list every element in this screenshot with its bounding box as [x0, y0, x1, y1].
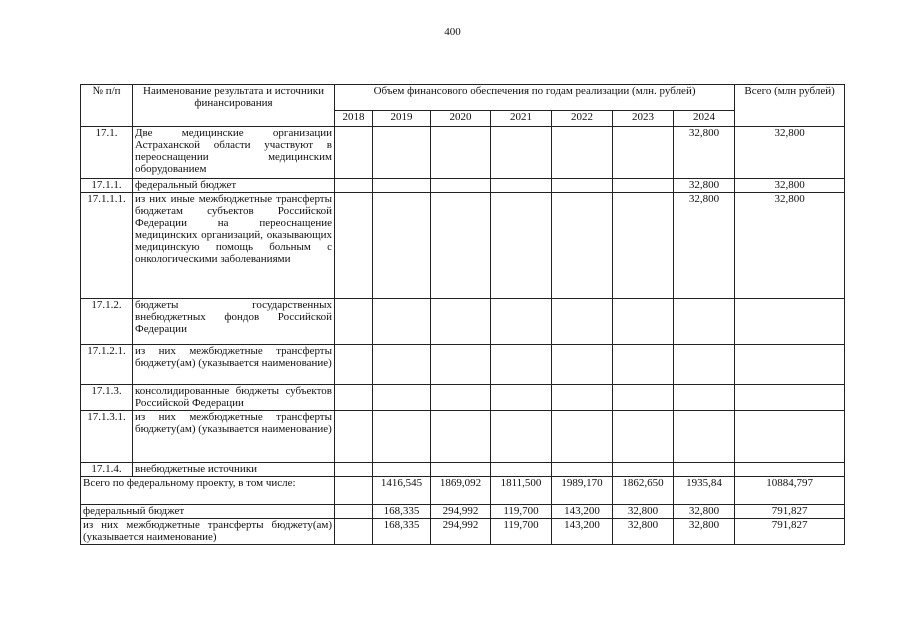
value-2024 [674, 463, 735, 477]
value-2020 [431, 193, 491, 299]
totals-row [81, 519, 845, 545]
value-2024 [674, 411, 735, 463]
row-name: из них межбюджетные трансферты бюджету(ам) (указывается наименование) [133, 345, 335, 385]
totals-total: 791,827 [735, 519, 845, 545]
totals-value-2022: 1989,170 [552, 477, 613, 505]
row-number: 17.1.1.1. [81, 193, 133, 299]
totals-value-2018 [335, 519, 373, 545]
totals-value-2022: 143,200 [552, 505, 613, 519]
totals-value-2019: 1416,545 [373, 477, 431, 505]
value-2019 [373, 179, 431, 193]
value-2021 [491, 179, 552, 193]
totals-value-2020: 1869,092 [431, 477, 491, 505]
value-2023 [613, 411, 674, 463]
value-2019 [373, 345, 431, 385]
value-2022 [552, 411, 613, 463]
table-row [81, 299, 845, 345]
value-2022 [552, 193, 613, 299]
value-2021 [491, 463, 552, 477]
totals-value-2024: 1935,84 [674, 477, 735, 505]
row-number: 17.1.2.1. [81, 345, 133, 385]
row-total [735, 463, 845, 477]
value-2023 [613, 345, 674, 385]
page-number: 400 [444, 26, 461, 38]
value-2018 [335, 385, 373, 411]
header-num: № п/п [81, 85, 133, 127]
value-2024 [674, 385, 735, 411]
value-2018 [335, 411, 373, 463]
value-2019 [373, 193, 431, 299]
totals-row [81, 505, 845, 519]
value-2018 [335, 127, 373, 179]
header-volume: Объем финансового обеспечения по годам реализации (млн. рублей) [335, 85, 735, 111]
value-2020 [431, 411, 491, 463]
table-row [81, 411, 845, 463]
header-year-2024: 2024 [674, 111, 735, 127]
row-total [735, 385, 845, 411]
totals-label: из них межбюджетные трансферты бюджету(ам) (указывается наименование) [81, 519, 335, 545]
value-2019 [373, 385, 431, 411]
header-total: Всего (млн рублей) [735, 85, 845, 127]
header-year-2021: 2021 [491, 111, 552, 127]
header-name: Наименование результата и источники финансирования [133, 85, 335, 127]
value-2020 [431, 127, 491, 179]
value-2020 [431, 345, 491, 385]
totals-value-2020: 294,992 [431, 505, 491, 519]
row-number: 17.1. [81, 127, 133, 179]
value-2020 [431, 463, 491, 477]
table-row [81, 345, 845, 385]
totals-value-2022: 143,200 [552, 519, 613, 545]
value-2020 [431, 299, 491, 345]
row-total [735, 299, 845, 345]
totals-value-2018 [335, 505, 373, 519]
value-2023 [613, 385, 674, 411]
totals-value-2019: 168,335 [373, 505, 431, 519]
header-year-2022: 2022 [552, 111, 613, 127]
totals-value-2023: 1862,650 [613, 477, 674, 505]
totals-label: Всего по федеральному проекту, в том числе: [81, 477, 335, 505]
totals-value-2023: 32,800 [613, 505, 674, 519]
value-2018 [335, 299, 373, 345]
row-name: внебюджетные источники [133, 463, 335, 477]
totals-row [81, 477, 845, 505]
totals-value-2021: 119,700 [491, 519, 552, 545]
value-2019 [373, 127, 431, 179]
row-total: 32,800 [735, 179, 845, 193]
value-2024 [674, 299, 735, 345]
value-2024: 32,800 [674, 179, 735, 193]
row-number: 17.1.2. [81, 299, 133, 345]
header-year-2023: 2023 [613, 111, 674, 127]
value-2019 [373, 411, 431, 463]
value-2023 [613, 179, 674, 193]
totals-total: 791,827 [735, 505, 845, 519]
value-2023 [613, 193, 674, 299]
value-2018 [335, 463, 373, 477]
totals-value-2020: 294,992 [431, 519, 491, 545]
value-2021 [491, 127, 552, 179]
value-2021 [491, 385, 552, 411]
table-row [81, 179, 845, 193]
value-2022 [552, 463, 613, 477]
row-number: 17.1.3. [81, 385, 133, 411]
row-total: 32,800 [735, 193, 845, 299]
table-row [81, 127, 845, 179]
row-name: бюджеты государственных внебюджетных фондов Российской Федерации [133, 299, 335, 345]
header-year-2020: 2020 [431, 111, 491, 127]
row-name: Две медицинские организации Астраханской области участвуют в переоснащении медицинским оборудованием [133, 127, 335, 179]
value-2019 [373, 463, 431, 477]
totals-value-2021: 119,700 [491, 505, 552, 519]
row-name: консолидированные бюджеты субъектов Российской Федерации [133, 385, 335, 411]
row-name: из них иные межбюджетные трансферты бюджетам субъектов Российской Федерации на переоснащение медицинских организаций, оказывающих медицинскую помощь больным с онкологическими заболеваниями [133, 193, 335, 299]
value-2018 [335, 179, 373, 193]
value-2021 [491, 193, 552, 299]
header-year-2018: 2018 [335, 111, 373, 127]
value-2018 [335, 345, 373, 385]
value-2024 [674, 345, 735, 385]
table-row [81, 193, 845, 299]
value-2022 [552, 179, 613, 193]
value-2023 [613, 299, 674, 345]
row-number: 17.1.3.1. [81, 411, 133, 463]
value-2022 [552, 345, 613, 385]
value-2018 [335, 193, 373, 299]
row-total [735, 411, 845, 463]
value-2021 [491, 411, 552, 463]
totals-value-2019: 168,335 [373, 519, 431, 545]
row-number: 17.1.4. [81, 463, 133, 477]
value-2020 [431, 179, 491, 193]
row-name: из них межбюджетные трансферты бюджету(ам) (указывается наименование) [133, 411, 335, 463]
totals-value-2021: 1811,500 [491, 477, 552, 505]
totals-value-2018 [335, 477, 373, 505]
value-2021 [491, 299, 552, 345]
value-2022 [552, 299, 613, 345]
value-2024: 32,800 [674, 193, 735, 299]
budget-table [80, 84, 845, 545]
table-row [81, 385, 845, 411]
value-2024: 32,800 [674, 127, 735, 179]
totals-label: федеральный бюджет [81, 505, 335, 519]
header-year-2019: 2019 [373, 111, 431, 127]
row-total: 32,800 [735, 127, 845, 179]
value-2019 [373, 299, 431, 345]
row-number: 17.1.1. [81, 179, 133, 193]
value-2021 [491, 345, 552, 385]
table-row [81, 463, 845, 477]
totals-total: 10884,797 [735, 477, 845, 505]
row-total [735, 345, 845, 385]
value-2022 [552, 127, 613, 179]
totals-value-2024: 32,800 [674, 505, 735, 519]
row-name: федеральный бюджет [133, 179, 335, 193]
value-2023 [613, 463, 674, 477]
totals-value-2023: 32,800 [613, 519, 674, 545]
value-2020 [431, 385, 491, 411]
totals-value-2024: 32,800 [674, 519, 735, 545]
value-2022 [552, 385, 613, 411]
value-2023 [613, 127, 674, 179]
